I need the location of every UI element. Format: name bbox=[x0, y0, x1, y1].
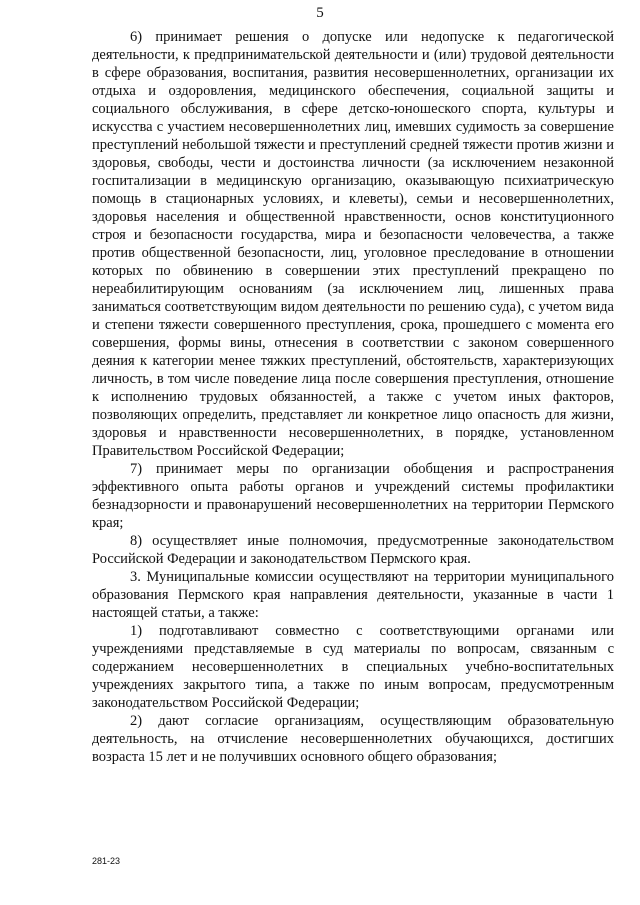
paragraph-item-8: 8) осуществляет иные полномочия, предусмотренные законодательством Российской Федерации и законодательством Пермского края. bbox=[92, 533, 614, 567]
page-number: 5 bbox=[316, 5, 324, 21]
document-body bbox=[92, 28, 614, 766]
paragraph-part-3-item-1: 1) подготавливают совместно с соответствующими органами или учреждениями представляемые в суд материалы по вопросам, связанным с содержанием несовершеннолетних в специальных учебно-воспитательных учреждениях закрытого типа, а также по иным вопросам, предусмотренным законодательством Российской Федерации; bbox=[92, 623, 614, 711]
paragraph-item-7: 7) принимает меры по организации обобщения и распространения эффективного опыта работы органов и учреждений системы профилактики безнадзорности и правонарушений несовершеннолетних на территории Пермского края; bbox=[92, 461, 614, 531]
document-code: 281-23 bbox=[92, 856, 121, 866]
paragraph-item-6: 6) принимает решения о допуске или недопуске к педагогической деятельности, к предпринимательской деятельности и (или) трудовой деятельности в сфере образования, воспитания, развития несовершеннолетних, организации их отдыха и оздоровления, медицинского обеспечения, социальной защиты и социального обслуживания, в сфере детско-юношеского спорта, культуры и искусства с участием несовершеннолетних лиц, имевших судимость за совершение преступлений небольшой тяжести и преступлений средней тяжести против жизни и здоровья, свободы, чести и достоинства личности (за исключением незаконной госпитализации в медицинскую организацию, оказывающую психиатрическую помощь в стационарных условиях, и клеветы), семьи и несовершеннолетних, здоровья населения и общественной нравственности, основ конституционного строя и безопасности государства, мира и безопасности человечества, а также против общественной безопасности, лиц, уголовное преследование в отношении которых по обвинению в совершении этих преступлений прекращено по нереабилитирующим основаниям (за исключением лиц, лишенных права заниматься соответствующим видом деятельности по решению суда), с учетом вида и степени тяжести совершенного преступления, срока, прошедшего с момента его совершения, формы вины, отнесения в соответствии с законом совершенного деяния к категории менее тяжких преступлений, обстоятельств, характеризующих личность, в том числе поведение лица после совершения преступления, отношение к исполнению трудовых обязанностей, а также с учетом иных факторов, позволяющих определить, представляет ли конкретное лицо опасность для жизни, здоровья и нравственности несовершеннолетних, в порядке, установленном Правительством Российской Федерации; bbox=[92, 29, 614, 459]
paragraph-part-3: 3. Муниципальные комиссии осуществляют на территории муниципального образования Пермского края направления деятельности, указанные в части 1 настоящей статьи, а также: bbox=[92, 569, 614, 621]
paragraph-part-3-item-2: 2) дают согласие организациям, осуществляющим образовательную деятельность, на отчисление несовершеннолетних обучающихся, достигших возраста 15 лет и не получивших основного общего образования; bbox=[92, 713, 614, 765]
